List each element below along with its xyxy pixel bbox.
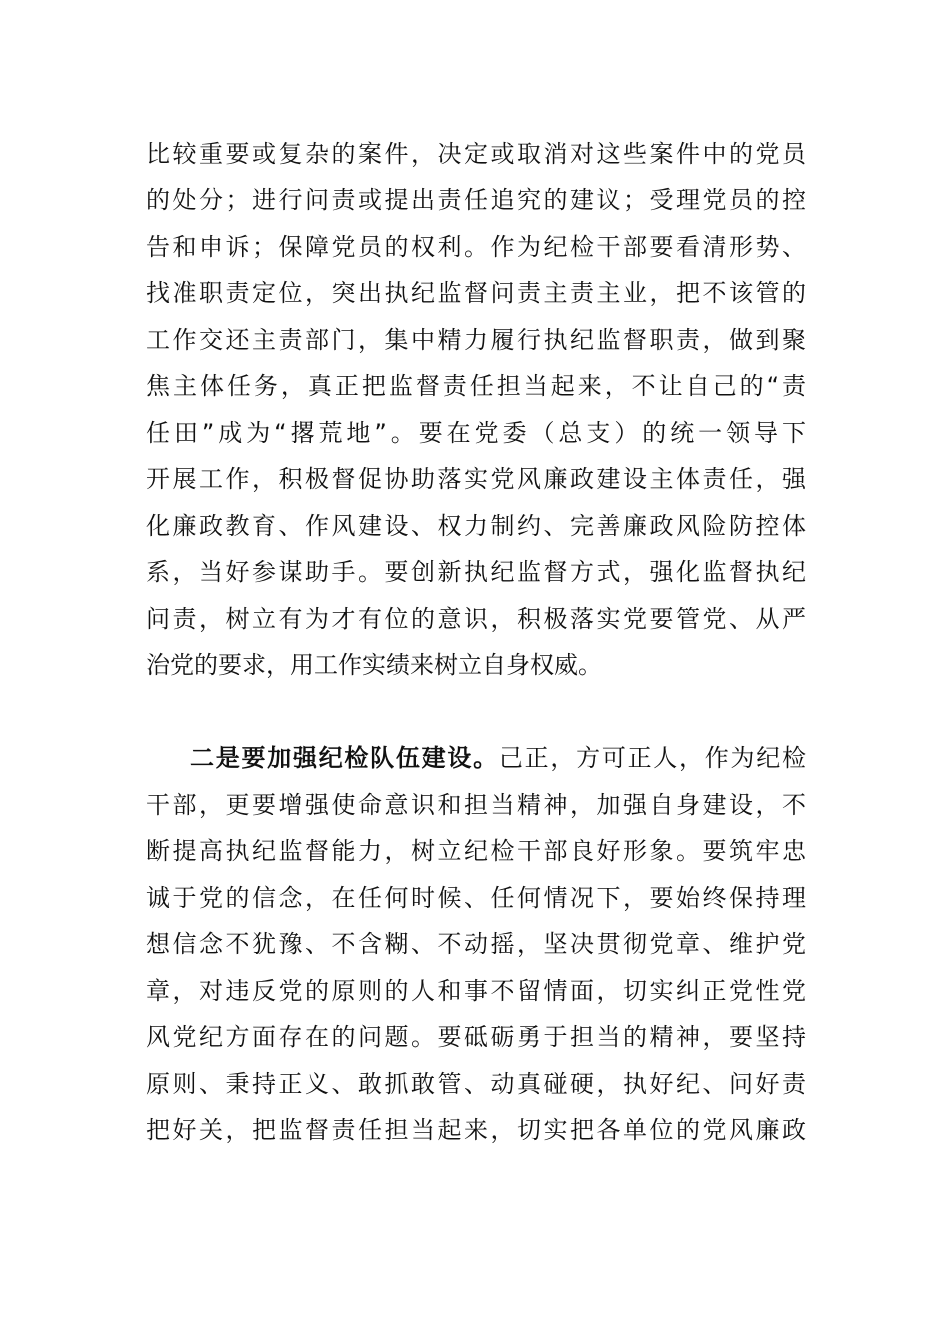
paragraph-first-line-text: 己正，方可正人，作为纪检 (498, 744, 807, 772)
text-line: 干部，更要增强使命意识和担当精神，加强自身建设，不 (146, 791, 806, 819)
text-line: 想信念不犹豫、不含糊、不动摇，坚决贯彻党章、维护党 (146, 930, 806, 958)
text-line: 告和申诉；保障党员的权利。作为纪检干部要看清形势、 (146, 233, 806, 261)
text-line: 的处分；进行问责或提出责任追究的建议；受理党员的控 (146, 186, 806, 214)
text-line: 任田”成为“撂荒地”。要在党委（总支）的统一领导下 (146, 419, 806, 447)
text-line: 原则、秉持正义、敢抓敢管、动真碰硬，执好纪、问好责 (146, 1070, 806, 1098)
text-line: 断提高执纪监督能力，树立纪检干部良好形象。要筑牢忠 (146, 837, 806, 865)
text-line: 系，当好参谋助手。要创新执纪监督方式，强化监督执纪 (146, 558, 806, 586)
text-line: 把好关，把监督责任担当起来，切实把各单位的党风廉政 (146, 1116, 806, 1144)
paragraph-heading: 二是要加强纪检队伍建设。 (190, 744, 499, 772)
text-line: 比较重要或复杂的案件，决定或取消对这些案件中的党员 (146, 140, 806, 168)
text-line: 找准职责定位，突出执纪监督问责主责主业，把不该管的 (146, 279, 806, 307)
paragraph-first-line (190, 740, 806, 776)
text-line: 风党纪方面存在的问题。要砥砺勇于担当的精神，要坚持 (146, 1023, 806, 1051)
text-line: 化廉政教育、作风建设、权力制约、完善廉政风险防控体 (146, 512, 806, 540)
text-line: 焦主体任务，真正把监督责任担当起来，不让自己的“责 (146, 372, 806, 400)
text-line: 治党的要求，用工作实绩来树立自身权威。 (146, 651, 602, 679)
text-line: 开展工作，积极督促协助落实党风廉政建设主体责任，强 (146, 465, 806, 493)
text-line: 诚于党的信念，在任何时候、任何情况下，要始终保持理 (146, 884, 806, 912)
text-line: 工作交还主责部门，集中精力履行执纪监督职责，做到聚 (146, 326, 806, 354)
text-line: 章，对违反党的原则的人和事不留情面，切实纠正党性党 (146, 977, 806, 1005)
text-line: 问责，树立有为才有位的意识，积极落实党要管党、从严 (146, 605, 806, 633)
